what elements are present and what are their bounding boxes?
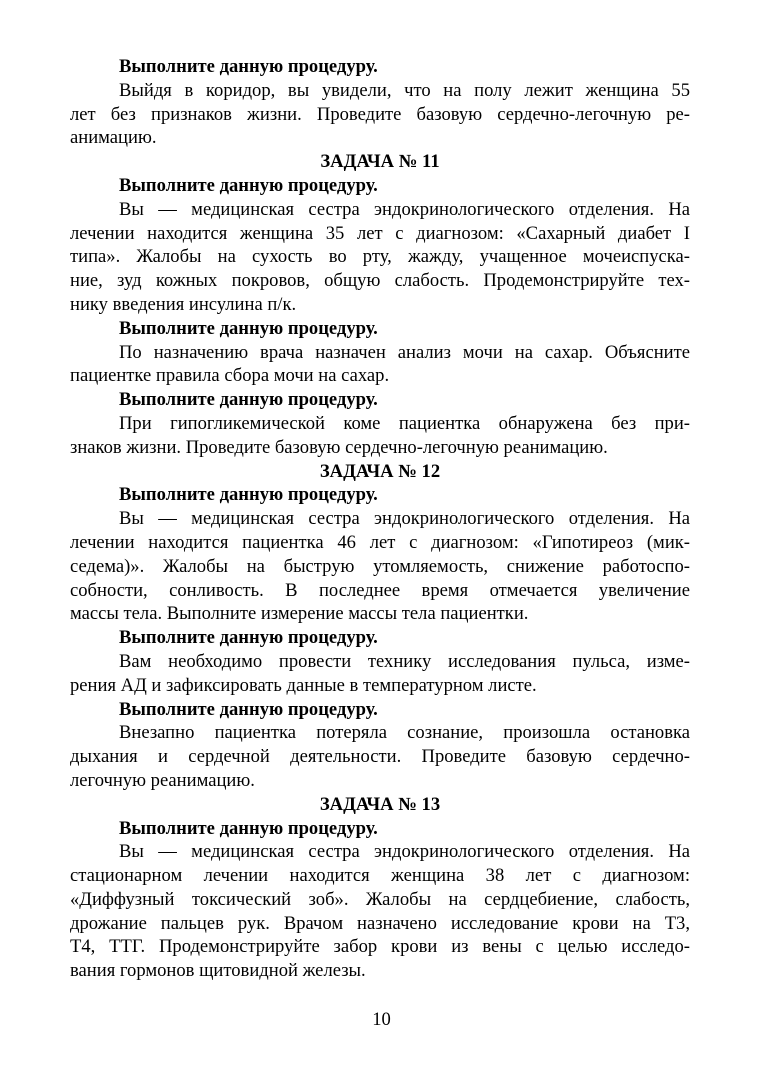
- procedure-heading: Выполните данную процедуру.: [119, 484, 378, 506]
- page-number: 10: [372, 1009, 391, 1030]
- procedure-heading: Выполните данную процедуру.: [119, 627, 378, 649]
- procedure-heading: Выполните данную процедуру.: [119, 317, 378, 339]
- text-line: Выйдя в коридор, вы увидели, что на полу лежит женщина 55: [119, 79, 690, 101]
- text-line: типа». Жалобы на сухость во рту, жажду, учащенное мочеиспуска-: [70, 246, 690, 268]
- page-body: [70, 55, 690, 983]
- text-line: вания гормонов щитовидной железы.: [70, 960, 366, 982]
- text-line: пациентке правила сбора мочи на сахар.: [70, 365, 390, 387]
- text-line: Вы — медицинская сестра эндокринологического отделения. На: [119, 841, 690, 863]
- text-line: знаков жизни. Проведите базовую сердечно-легочную реанимацию.: [70, 436, 608, 458]
- text-line: лет без признаков жизни. Проведите базовую сердечно-легочную ре-: [70, 103, 690, 125]
- text-line: легочную реанимацию.: [70, 769, 255, 791]
- text-line: Вы — медицинская сестра эндокринологического отделения. На: [119, 198, 690, 220]
- text-line: стационарном лечении находится женщина 38 лет с диагнозом:: [70, 865, 690, 887]
- text-line: По назначению врача назначен анализ мочи на сахар. Объясните: [119, 341, 690, 363]
- text-line: лечении находится пациентка 46 лет с диагнозом: «Гипотиреоз (мик-: [70, 531, 690, 553]
- task-heading-11: ЗАДАЧА № 11: [320, 151, 440, 173]
- text-line: седема)». Жалобы на быструю утомляемость, снижение работоспо-: [70, 555, 690, 577]
- text-line: массы тела. Выполните измерение массы тела пациентки.: [70, 603, 529, 625]
- text-line: Внезапно пациентка потеряла сознание, произошла остановка: [119, 722, 690, 744]
- procedure-heading: Выполните данную процедуру.: [119, 389, 378, 411]
- task-heading-13: ЗАДАЧА № 13: [319, 793, 441, 815]
- text-line: «Диффузный токсический зоб». Жалобы на сердцебиение, слабость,: [70, 888, 690, 910]
- text-line: нику введения инсулина п/к.: [70, 293, 297, 315]
- text-line: ние, зуд кожных покровов, общую слабость. Продемонстрируйте тех-: [70, 270, 690, 292]
- text-line: Т4, ТТГ. Продемонстрируйте забор крови из вены с целью исследо-: [70, 936, 690, 958]
- procedure-heading: Выполните данную процедуру.: [119, 817, 378, 839]
- text-line: собности, сонливость. В последнее время отмечается увеличение: [70, 579, 690, 601]
- procedure-heading: Выполните данную процедуру.: [119, 698, 378, 720]
- text-line: Вы — медицинская сестра эндокринологического отделения. На: [119, 508, 690, 530]
- text-line: дыхания и сердечной деятельности. Проведите базовую сердечно-: [70, 746, 690, 768]
- text-line: рения АД и зафиксировать данные в температурном листе.: [70, 674, 537, 696]
- text-line: При гипогликемической коме пациентка обнаружена без при-: [119, 412, 690, 434]
- task-heading-12: ЗАДАЧА № 12: [319, 460, 441, 482]
- procedure-heading: Выполните данную процедуру.: [119, 56, 378, 77]
- text-line: анимацию.: [70, 127, 157, 149]
- text-line: лечении находится женщина 35 лет с диагнозом: «Сахарный диабет I: [70, 222, 690, 244]
- text-line: Вам необходимо провести технику исследования пульса, изме-: [119, 650, 690, 672]
- text-line: дрожание пальцев рук. Врачом назначено исследование крови на Т3,: [70, 912, 690, 934]
- procedure-heading: Выполните данную процедуру.: [119, 174, 378, 196]
